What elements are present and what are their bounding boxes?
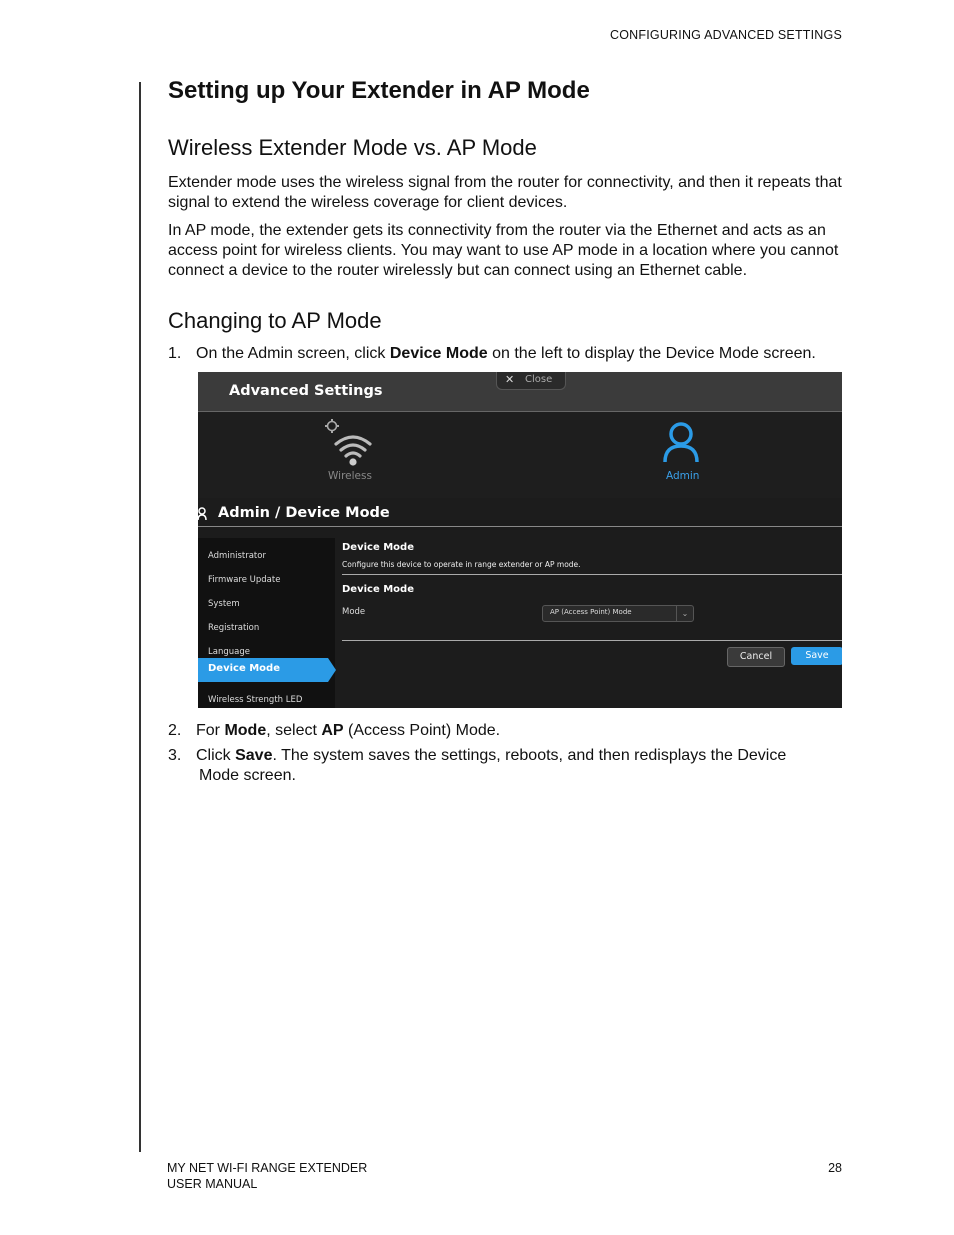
close-button[interactable] xyxy=(496,372,566,390)
wireless-icon[interactable] xyxy=(322,416,378,472)
section-heading-changing: Changing to AP Mode xyxy=(168,308,382,333)
step-text-bold: Mode xyxy=(224,722,267,739)
panel-subheading: Device Mode xyxy=(342,584,414,595)
sidebar-item-firmware-update[interactable]: Firmware Update xyxy=(208,575,281,585)
sidebar-item-system[interactable]: System xyxy=(208,599,240,609)
mode-select[interactable] xyxy=(542,605,694,622)
admin-sidebar xyxy=(198,538,335,708)
step-text-pre: For xyxy=(196,722,225,739)
paragraph-ap-mode: In AP mode, the extender gets its connectivity from the router via the Ethernet and acts as an access point for wireless clients. You may want to use AP mode in a location where you cannot connect a device to the router wirelessly but can connect using an Ethernet cable. xyxy=(168,222,839,279)
page-title: Setting up Your Extender in AP Mode xyxy=(168,77,590,104)
step-text-mid: , select xyxy=(266,722,322,739)
divider xyxy=(342,640,842,641)
advanced-settings-title: Advanced Settings xyxy=(229,383,383,399)
step-text xyxy=(196,721,846,741)
tab-admin[interactable]: Admin xyxy=(666,470,700,482)
step-text xyxy=(196,344,846,364)
active-pointer xyxy=(328,658,336,682)
footer-line-1: MY NET WI-FI RANGE EXTENDER xyxy=(167,1161,368,1175)
step-number: 2. xyxy=(168,722,182,739)
breadcrumb-text: Admin / Device Mode xyxy=(218,505,390,521)
sidebar-item-language[interactable]: Language xyxy=(208,647,250,657)
mode-label: Mode xyxy=(342,607,366,617)
step-number: 3. xyxy=(168,747,182,764)
page-number: 28 xyxy=(828,1161,842,1175)
step-text xyxy=(196,746,846,766)
settings-category-bar xyxy=(198,412,842,498)
cancel-button[interactable]: Cancel xyxy=(727,647,785,667)
close-label: Close xyxy=(525,374,553,385)
footer-title xyxy=(167,1161,367,1192)
sidebar-item-administrator[interactable]: Administrator xyxy=(208,551,266,561)
panel-heading: Device Mode xyxy=(342,542,414,553)
admin-icon[interactable] xyxy=(661,420,701,464)
chevron-down-icon: ⌄ xyxy=(676,606,693,621)
step-text-post: on the left to display the Device Mode screen. xyxy=(487,345,816,362)
tab-wireless[interactable]: Wireless xyxy=(328,470,372,482)
step-text-continued: Mode screen. xyxy=(199,767,296,784)
divider xyxy=(342,574,842,575)
step-text-post: . The system saves the settings, reboots, and then redisplays the Device xyxy=(272,747,787,764)
step-text-bold: Save xyxy=(235,747,273,764)
footer-line-2: USER MANUAL xyxy=(167,1176,258,1191)
step-text-pre: Click xyxy=(196,747,236,764)
panel-description: Configure this device to operate in range extender or AP mode. xyxy=(342,560,581,569)
sidebar-item-wireless-strength-led[interactable]: Wireless Strength LED xyxy=(208,695,303,705)
save-button[interactable]: Save xyxy=(791,647,842,665)
person-icon xyxy=(198,507,208,521)
section-heading-modes: Wireless Extender Mode vs. AP Mode xyxy=(168,135,537,160)
sidebar-item-device-mode-label[interactable]: Device Mode xyxy=(208,663,280,674)
mode-select-value: AP (Access Point) Mode xyxy=(550,608,632,616)
step-text-bold: Device Mode xyxy=(389,345,488,362)
step-text-bold: AP xyxy=(321,722,344,739)
margin-rule xyxy=(139,82,141,1152)
paragraph-extender-mode: Extender mode uses the wireless signal from the router for connectivity, and then it repeats that signal to extend the wireless coverage for client devices. xyxy=(168,174,842,211)
step-text-post: (Access Point) Mode. xyxy=(343,722,501,739)
sidebar-item-registration[interactable]: Registration xyxy=(208,623,260,633)
step-number: 1. xyxy=(168,345,182,362)
close-icon: ✕ xyxy=(505,373,515,386)
running-head: CONFIGURING ADVANCED SETTINGS xyxy=(610,28,842,42)
step-text-pre: On the Admin screen, click xyxy=(196,345,390,362)
breadcrumb xyxy=(198,502,842,527)
device-mode-screenshot xyxy=(198,372,842,708)
